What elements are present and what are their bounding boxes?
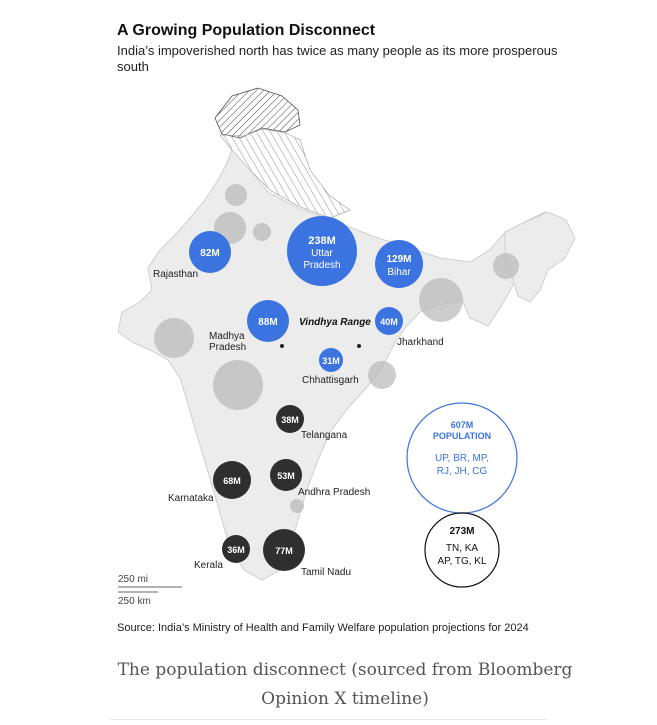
scale-miles-label: 250 mi (118, 574, 149, 585)
telangana-value: 38M (281, 415, 299, 425)
summary-north-line1: UP, BR, MP, (434, 453, 490, 464)
madhya-pradesh-label-line1: Madhya (209, 331, 245, 342)
grey-state-circle (253, 223, 271, 241)
telangana-label: Telangana (301, 430, 348, 441)
uttar-pradesh-value: 238M (308, 235, 336, 247)
rajasthan-label: Rajasthan (153, 269, 199, 280)
summary-north-value: 607M (450, 420, 474, 430)
vindhya-marker (357, 344, 361, 348)
grey-state-circle (368, 361, 396, 389)
grey-state-circle (419, 278, 463, 322)
chart-title: A Growing Population Disconnect (117, 22, 376, 39)
jharkhand-label: Jharkhand (397, 337, 444, 348)
grey-state-circle (290, 499, 304, 513)
summary-north (407, 403, 517, 513)
karnataka-value: 68M (223, 476, 241, 486)
summary-north-line2: RJ, JH, CG (436, 466, 488, 477)
tamil-nadu-label: Tamil Nadu (301, 567, 352, 578)
grey-state-circle (493, 253, 519, 279)
grey-state-circle (154, 318, 194, 358)
andhra-pradesh-label: Andhra Pradesh (298, 487, 371, 498)
chart-subtitle: India’s impoverished north has twice as many people as its more prosperous south (117, 43, 558, 74)
grey-state-circle (213, 360, 263, 410)
karnataka-label: Karnataka (168, 493, 214, 504)
uttar-pradesh-name-line1: Uttar (311, 248, 333, 259)
image-caption: The population disconnect (sourced from Bloomberg Opinion X timeline) (117, 660, 573, 709)
state-uttar-pradesh (287, 216, 357, 286)
scale-km-label: 250 km (118, 596, 151, 607)
chhattisgarh-label: Chhattisgarh (302, 375, 359, 386)
vindhya-marker (280, 344, 284, 348)
madhya-pradesh-value: 88M (258, 317, 278, 328)
summary-south-line2: AP, TG, KL (437, 556, 487, 567)
divider (110, 719, 547, 720)
grey-state-circle (225, 184, 247, 206)
scale-bar (118, 574, 182, 607)
vindhya-range-label: Vindhya Range (299, 317, 371, 328)
summary-south (425, 513, 499, 587)
northeast-region (505, 212, 575, 302)
madhya-pradesh-label-line2: Pradesh (209, 342, 247, 353)
rajasthan-value: 82M (200, 248, 220, 259)
source-note: Source: India’s Ministry of Health and Family Welfare population projections for 2024 (117, 622, 529, 634)
jharkhand-value: 40M (380, 317, 398, 327)
bihar-value: 129M (386, 254, 412, 265)
summary-south-value: 273M (449, 526, 475, 537)
state-bihar (375, 240, 423, 288)
bihar-name: Bihar (387, 267, 411, 278)
summary-north-unit: POPULATION (432, 431, 492, 441)
summary-south-line1: TN, KA (445, 543, 479, 554)
chhattisgarh-value: 31M (322, 356, 340, 366)
andhra-pradesh-value: 53M (277, 471, 295, 481)
tamil-nadu-value: 77M (275, 546, 293, 556)
kerala-value: 36M (227, 545, 245, 555)
uttar-pradesh-name-line2: Pradesh (303, 260, 341, 271)
kerala-label: Kerala (194, 560, 223, 571)
